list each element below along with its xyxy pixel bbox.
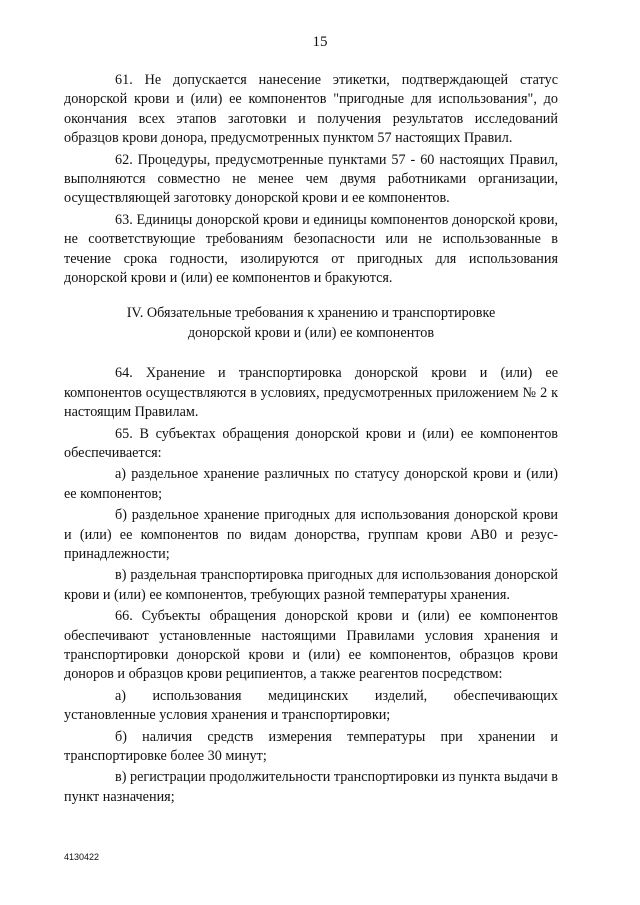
page-number: 15 bbox=[312, 34, 328, 50]
paragraph-64: 64. Хранение и транспортировка донорской крови и (или) ее компонентов осуществляются в условиях, предусмотренных приложением № 2 к настоящим Правилам. bbox=[64, 365, 558, 421]
paragraph-61: 61. Не допускается нанесение этикетки, подтверждающей статус донорской крови и (или) ее компонентов "пригодные для использования", до окончания всех этапов заготовки и получения результатов исследований образцов крови донора, предусмотренных пунктом 57 настоящих Правил. bbox=[64, 72, 558, 147]
paragraph-63: 63. Единицы донорской крови и единицы компонентов донорской крови, не соответствующие требованиям безопасности или не использованные в течение срока годности, изолируются от пригодных для использования донорской крови и (или) ее компонентов и бракуются. bbox=[64, 211, 558, 287]
paragraph-65: 65. В субъектах обращения донорской крови и (или) ее компонентов обеспечивается: bbox=[64, 425, 558, 461]
section-heading bbox=[64, 304, 558, 343]
section-heading-line-2: донорской крови и (или) ее компонентов bbox=[187, 324, 435, 341]
paragraph-66-b: б) наличия средств измерения температуры при хранении и транспортировке более 30 минут; bbox=[64, 728, 558, 764]
section-heading-line-1: IV. Обязательные требования к хранению и транспортировке bbox=[126, 305, 496, 322]
paragraph-66-a: а) использования медицинских изделий, обеспечивающих установленные условия хранения и транспортировки; bbox=[64, 687, 558, 724]
paragraph-65-v: в) раздельная транспортировка пригодных для использования донорской крови и (или) ее компонентов, требующих разной температуры хранения. bbox=[64, 567, 558, 603]
document-body bbox=[64, 71, 558, 809]
paragraph-65-b: б) раздельное хранение пригодных для использования донорской крови и (или) ее компонентов по видам донорства, группам крови АВ0 и резус-принадлежности; bbox=[64, 507, 558, 562]
document-code: 4130422 bbox=[64, 852, 100, 862]
paragraph-66: 66. Субъекты обращения донорской крови и (или) ее компонентов обеспечивают установленные настоящими Правилами условия хранения и транспортировки донорской крови и (или) ее компонентов, образцов крови доноров и образцов крови реципиентов, а также реагентов посредством: bbox=[64, 608, 558, 683]
paragraph-66-v: в) регистрации продолжительности транспортировки из пункта выдачи в пункт назначения; bbox=[64, 769, 558, 805]
paragraph-62: 62. Процедуры, предусмотренные пунктами 57 - 60 настоящих Правил, выполняются совместно не менее чем двумя работниками организации, осуществляющей заготовку донорской крови и ее компонентов. bbox=[64, 151, 558, 207]
paragraph-65-a: а) раздельное хранение различных по статусу донорской крови и (или) ее компонентов; bbox=[64, 466, 558, 502]
